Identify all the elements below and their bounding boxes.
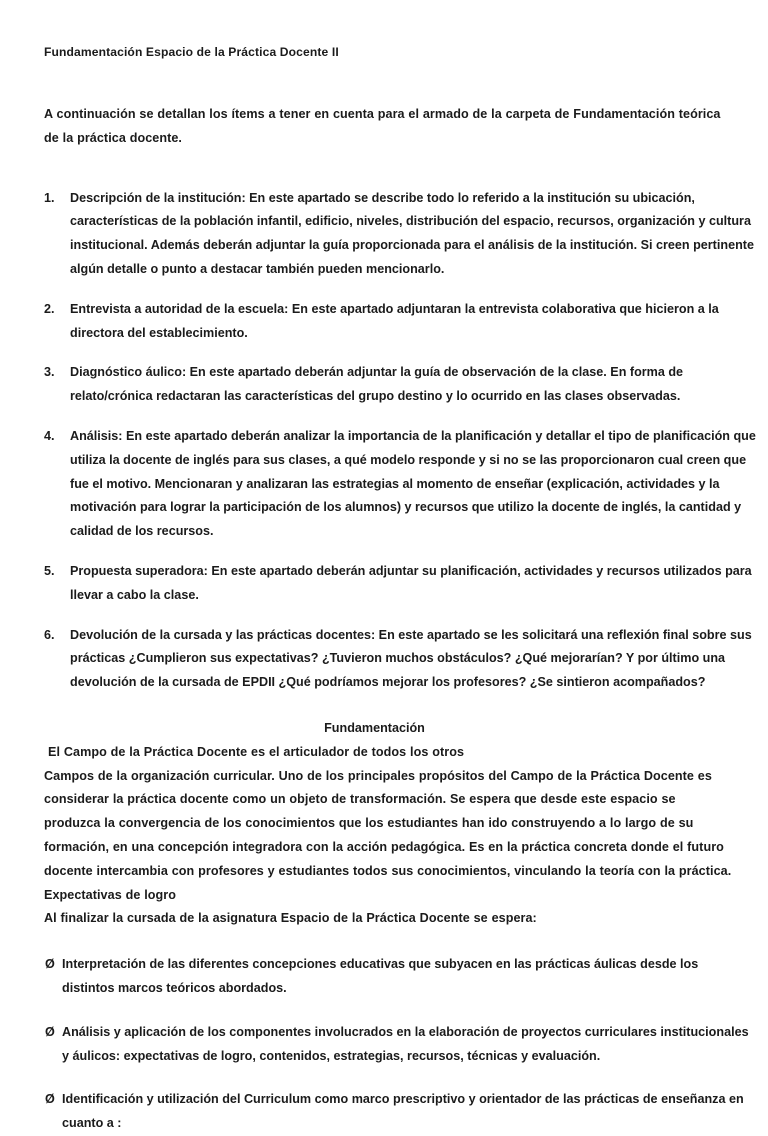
section-heading: Fundamentación (324, 720, 425, 735)
list-item-text: Devolución de la cursada y las prácticas docentes: En este apartado se les solicitará una reflexión final sobre sus prácticas ¿Cumplieron sus expectativas? ¿Tuvieron muchos obstáculos? ¿Qué mejorarían? Y por último una devolución de la cursada de EPDII ¿Qué podríamos mejorar los profesores? ¿Se sintieron acompañados? (70, 627, 752, 690)
list-item-number: 3. (44, 365, 55, 380)
list-item-number: 1. (44, 190, 55, 205)
list-item (44, 187, 758, 282)
bullet-item (44, 1088, 752, 1136)
list-item (44, 361, 758, 409)
sub-line: Al finalizar la cursada de la asignatura Espacio de la Práctica Docente se espera: (44, 911, 537, 926)
list-item-number: 5. (44, 563, 55, 578)
list-item (44, 624, 758, 695)
bullet-item-text: Identificación y utilización del Curriculum como marco prescriptivo y orientador de las prácticas de enseñanza en cuanto a : (62, 1092, 744, 1131)
bullet-list (44, 953, 749, 1136)
bullet-item (44, 953, 752, 1001)
list-item-number: 2. (44, 301, 55, 316)
list-item-text: Descripción de la institución: En este apartado se describe todo lo referido a la institución su ubicación, características de la población infantil, edificio, niveles, distribución del espacio, recursos, organización y cultura institucional. Además deberán adjuntar la guía proporcionada para el análisis de la institución. Si creen pertinente algún detalle o punto a destacar también pueden mencionarlo. (70, 190, 754, 276)
list-item-text: Entrevista a autoridad de la escuela: En este apartado adjuntaran la entrevista colaborativa que hicieron a la directora del establecimiento. (70, 301, 719, 340)
list-item (44, 560, 758, 608)
slashed-o-bullet-icon: Ø (45, 1092, 55, 1107)
slashed-o-bullet-icon: Ø (45, 957, 55, 972)
title-spacer (44, 60, 725, 103)
list-item-text: Propuesta superadora: En este apartado deberán adjuntar su planificación, actividades y recursos utilizados para llevar a cabo la clase. (70, 563, 752, 602)
numbered-list (44, 187, 756, 695)
bullet-item-text: Interpretación de las diferentes concepciones educativas que subyacen en las prácticas áulicas desde los distintos marcos teóricos abordados. (62, 957, 699, 995)
list-item (44, 298, 758, 346)
bullet-item (44, 1021, 752, 1069)
list-item-number: 4. (44, 428, 55, 443)
lead-line: El Campo de la Práctica Docente es el articulador de todos los otros (48, 744, 465, 759)
slashed-o-bullet-icon: Ø (45, 1024, 55, 1039)
bullet-item-text: Análisis y aplicación de los componentes involucrados en la elaboración de proyectos curriculares institucionales y áulicos: expectativas de logro, contenidos, estrategias, recursos, técnicas y evaluación. (62, 1024, 749, 1063)
list-item-text: Diagnóstico áulico: En este apartado deberán adjuntar la guía de observación de la clase. En forma de relato/crónica redactaran las características del grupo destino y lo ocurrido en las clases observadas. (70, 365, 684, 404)
list-item (44, 425, 758, 544)
list-item-number: 6. (44, 627, 55, 642)
page-title: Fundamentación Espacio de la Práctica Docente II (44, 45, 339, 59)
sub-heading: Expectativas de logro (44, 887, 177, 902)
intro-paragraph: A continuación se detallan los ítems a tener en cuenta para el armado de la carpeta de Fundamentación teórica de la práctica docente. (44, 107, 721, 145)
body-paragraph: Campos de la organización curricular. Uno de los principales propósitos del Campo de la Práctica Docente es considerar la práctica docente como un objeto de transformación. Se espera que desde este espacio se produzca la convergencia de los conocimientos que los estudiantes han ido construyendo a lo largo de su formación, en una concepción integradora con la acción pedagógica. Es en la práctica concreta donde el futuro docente intercambia con profesores y estudiantes todos sus conocimientos, vinculando la teoría con la práctica. (44, 768, 732, 878)
list-item-text: Análisis: En este apartado deberán analizar la importancia de la planificación y detallar el tipo de planificación que utiliza la docente de inglés para sus clases, a qué modelo responde y si no se las proporcionaron cual creen que fue el motivo. Mencionaran y analizaran las estrategias al momento de enseñar (explicación, actividades y la motivación para lograr la participación de los alumnos) y recursos que utilizo la docente de inglés, la cantidad y calidad de los recursos. (70, 428, 756, 539)
